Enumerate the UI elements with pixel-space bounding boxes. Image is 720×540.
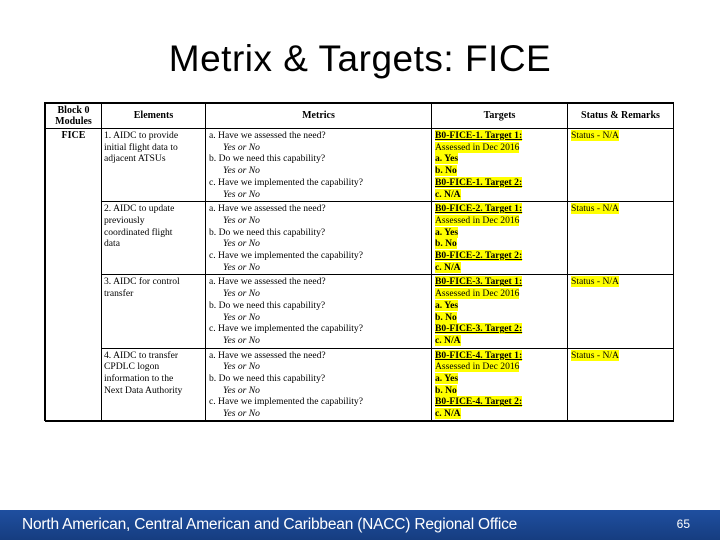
metric-answer: Yes or No [223, 141, 260, 153]
target-2-title: B0-FICE-3. Target 2: [435, 323, 523, 335]
element-cell [102, 275, 206, 348]
module-cell: FICE [46, 129, 102, 422]
target-answer-c: c. N/A [435, 188, 461, 200]
status-cell [568, 129, 674, 202]
targets-cell [432, 129, 568, 202]
target-assessed: Assessed in Dec 2016 [435, 141, 520, 153]
metric-question: c. Have we implemented the capability? [209, 176, 363, 188]
target-answer-b: b. No [435, 238, 457, 250]
metrics-cell [206, 129, 432, 202]
status-cell [568, 275, 674, 348]
element-line: 2. AIDC to update [104, 203, 175, 215]
metric-answer: Yes or No [223, 311, 260, 323]
target-answer-b: b. No [435, 311, 457, 323]
status-text: Status - N/A [571, 349, 619, 361]
target-assessed: Assessed in Dec 2016 [435, 288, 520, 300]
metric-answer: Yes or No [223, 214, 260, 226]
table-header-row [46, 104, 674, 129]
metric-question: b. Do we need this capability? [209, 299, 326, 311]
metric-question: b. Do we need this capability? [209, 153, 326, 165]
element-cell [102, 202, 206, 275]
metrics-table [44, 102, 674, 421]
target-answer-a: a. Yes [435, 299, 459, 311]
target-answer-a: a. Yes [435, 226, 459, 238]
metric-answer: Yes or No [223, 384, 260, 396]
targets-cell [432, 275, 568, 348]
target-2-title: B0-FICE-4. Target 2: [435, 396, 523, 408]
element-line: initial flight data to [104, 141, 178, 153]
target-answer-a: a. Yes [435, 373, 459, 385]
metric-question: c. Have we implemented the capability? [209, 323, 363, 335]
metric-answer: Yes or No [223, 238, 260, 250]
footer-bar [0, 510, 720, 540]
element-line: transfer [104, 288, 134, 300]
target-answer-c: c. N/A [435, 408, 461, 420]
footer-office-name: North American, Central American and Caribbean (NACC) Regional Office [22, 516, 518, 533]
target-answer-a: a. Yes [435, 153, 459, 165]
element-line: coordinated flight [104, 226, 173, 238]
metrics-cell [206, 202, 432, 275]
metric-question: c. Have we implemented the capability? [209, 250, 363, 262]
target-2-title: B0-FICE-1. Target 2: [435, 176, 523, 188]
element-line: 3. AIDC for control [104, 276, 180, 288]
status-text: Status - N/A [571, 276, 619, 288]
metrics-cell [206, 348, 432, 421]
header-block-line: Block 0 [57, 105, 90, 116]
metric-answer: Yes or No [223, 408, 260, 420]
element-line: previously [104, 214, 145, 226]
header-elements: Elements [102, 104, 206, 129]
page-number: 65 [676, 517, 690, 531]
element-line: adjacent ATSUs [104, 153, 166, 165]
metric-answer: Yes or No [223, 288, 260, 300]
target-1-title: B0-FICE-1. Target 1: [435, 130, 523, 141]
element-cell [102, 129, 206, 202]
header-block-modules [46, 104, 102, 129]
metric-question: b. Do we need this capability? [209, 373, 326, 385]
metric-question: a. Have we assessed the need? [209, 349, 326, 361]
metric-question: a. Have we assessed the need? [209, 276, 326, 288]
element-line: information to the [104, 373, 174, 385]
metric-answer: Yes or No [223, 165, 260, 177]
metric-question: a. Have we assessed the need? [209, 203, 326, 215]
target-answer-c: c. N/A [435, 334, 461, 346]
target-assessed: Assessed in Dec 2016 [435, 361, 520, 373]
table-row [46, 348, 674, 421]
header-modules-line: Modules [55, 116, 92, 127]
status-text: Status - N/A [571, 130, 619, 141]
slide-title: Metrix & Targets: FICE [168, 38, 552, 79]
element-cell [102, 348, 206, 421]
metrics-cell [206, 275, 432, 348]
element-line: Next Data Authority [104, 384, 183, 396]
header-status: Status & Remarks [568, 104, 674, 129]
target-assessed: Assessed in Dec 2016 [435, 214, 520, 226]
element-line: 1. AIDC to provide [104, 130, 179, 141]
target-2-title: B0-FICE-2. Target 2: [435, 250, 523, 262]
metric-question: b. Do we need this capability? [209, 226, 326, 238]
header-targets: Targets [432, 104, 568, 129]
metric-answer: Yes or No [223, 334, 260, 346]
target-1-title: B0-FICE-2. Target 1: [435, 203, 523, 215]
table-row [46, 129, 674, 202]
status-text: Status - N/A [571, 203, 619, 215]
metric-answer: Yes or No [223, 361, 260, 373]
element-line: data [104, 238, 120, 250]
metric-question: c. Have we implemented the capability? [209, 396, 363, 408]
element-line: CPDLC logon [104, 361, 160, 373]
table-row [46, 275, 674, 348]
status-cell [568, 348, 674, 421]
target-answer-b: b. No [435, 165, 457, 177]
metric-answer: Yes or No [223, 188, 260, 200]
target-answer-c: c. N/A [435, 261, 461, 273]
targets-cell [432, 348, 568, 421]
metric-answer: Yes or No [223, 261, 260, 273]
metric-question: a. Have we assessed the need? [209, 130, 326, 141]
status-cell [568, 202, 674, 275]
target-1-title: B0-FICE-3. Target 1: [435, 276, 523, 288]
target-1-title: B0-FICE-4. Target 1: [435, 349, 523, 361]
element-line: 4. AIDC to transfer [104, 349, 179, 361]
targets-cell [432, 202, 568, 275]
target-answer-b: b. No [435, 384, 457, 396]
table-row [46, 202, 674, 275]
header-metrics: Metrics [206, 104, 432, 129]
